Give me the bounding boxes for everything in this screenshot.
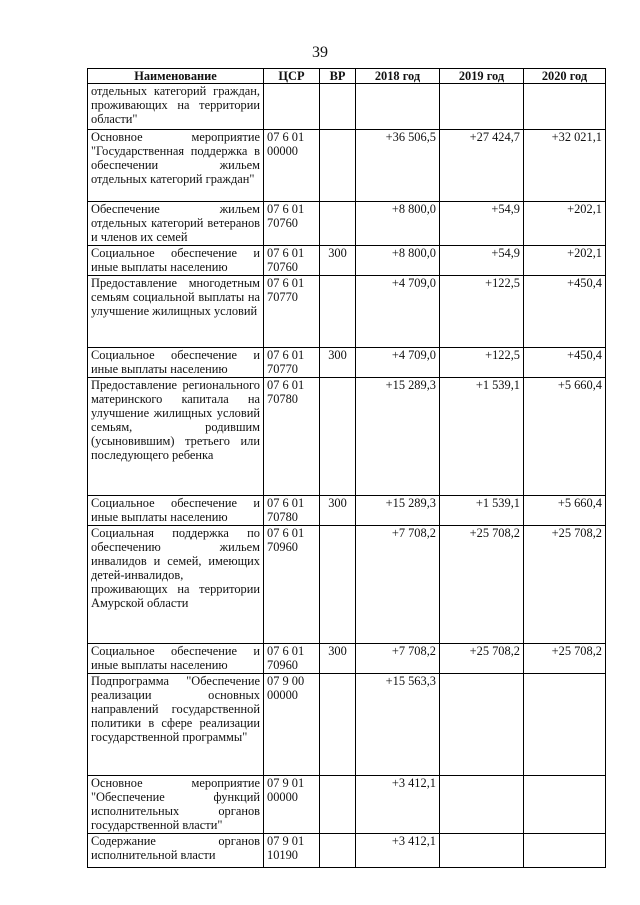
cell-2020: +5 660,4 [524,378,606,496]
cell-csr: 07 9 01 00000 [264,776,320,834]
cell-name: Предоставление многодетным семьям социальной выплаты на улучшение жилищных условий [88,276,264,348]
cell-2020: +450,4 [524,348,606,378]
page-number: 39 [312,44,328,61]
table-row [88,674,606,776]
cell-name: Социальная поддержка по обеспечению жильем инвалидов и семей, имеющих детей-инвалидов, проживающих на территории Амурской области [88,526,264,644]
cell-2018 [356,84,440,130]
cell-2020 [524,84,606,130]
cell-csr: 07 6 01 70760 [264,246,320,276]
cell-2018: +8 800,0 [356,246,440,276]
table-row [88,378,606,496]
cell-2020 [524,776,606,834]
cell-vr: 300 [320,496,356,526]
cell-2019: +27 424,7 [440,130,524,202]
cell-2018: +15 563,3 [356,674,440,776]
cell-2019: +1 539,1 [440,496,524,526]
cell-vr [320,276,356,348]
cell-2019: +122,5 [440,348,524,378]
cell-vr [320,202,356,246]
cell-name: Основное мероприятие "Обеспечение функций исполнительных органов государственной власти" [88,776,264,834]
cell-csr: 07 6 01 70770 [264,348,320,378]
cell-vr: 300 [320,246,356,276]
cell-name: Социальное обеспечение и иные выплаты населению [88,644,264,674]
cell-2018: +36 506,5 [356,130,440,202]
cell-vr [320,130,356,202]
cell-2018: +7 708,2 [356,644,440,674]
cell-name: Основное мероприятие "Государственная поддержка в обеспечении жильем отдельных категорий граждан" [88,130,264,202]
cell-2019: +1 539,1 [440,378,524,496]
table-body [88,84,606,868]
cell-vr [320,776,356,834]
cell-2019 [440,84,524,130]
cell-2018: +15 289,3 [356,496,440,526]
cell-2018: +7 708,2 [356,526,440,644]
cell-2018: +4 709,0 [356,276,440,348]
cell-csr: 07 9 00 00000 [264,674,320,776]
cell-2019: +54,9 [440,202,524,246]
cell-vr [320,674,356,776]
header-2019: 2019 год [440,69,524,84]
table-row [88,246,606,276]
cell-2020: +25 708,2 [524,644,606,674]
header-2018: 2018 год [356,69,440,84]
cell-2018: +3 412,1 [356,834,440,868]
cell-2020: +25 708,2 [524,526,606,644]
table-row [88,84,606,130]
cell-name: Предоставление регионального материнского капитала на улучшение жилищных условий семьям, родившим (усыновившим) третьего или последующего ребенка [88,378,264,496]
cell-2020 [524,834,606,868]
table-row [88,834,606,868]
cell-name: Обеспечение жильем отдельных категорий ветеранов и членов их семей [88,202,264,246]
cell-2018: +3 412,1 [356,776,440,834]
cell-csr [264,84,320,130]
cell-csr: 07 6 01 70760 [264,202,320,246]
cell-2019: +25 708,2 [440,644,524,674]
cell-2020: +450,4 [524,276,606,348]
cell-vr [320,526,356,644]
cell-2019: +122,5 [440,276,524,348]
cell-2020: +32 021,1 [524,130,606,202]
table-row [88,130,606,202]
cell-2020: +5 660,4 [524,496,606,526]
cell-2020 [524,674,606,776]
cell-2019 [440,674,524,776]
table-header-row [88,69,606,84]
cell-vr: 300 [320,644,356,674]
table-row [88,496,606,526]
cell-2020: +202,1 [524,202,606,246]
header-csr: ЦСР [264,69,320,84]
cell-csr: 07 6 01 00000 [264,130,320,202]
table-row [88,202,606,246]
cell-name: Содержание органов исполнительной власти [88,834,264,868]
table-row [88,348,606,378]
cell-2019: +25 708,2 [440,526,524,644]
cell-csr: 07 6 01 70960 [264,644,320,674]
table-row [88,776,606,834]
cell-vr: 300 [320,348,356,378]
cell-csr: 07 9 01 10190 [264,834,320,868]
cell-csr: 07 6 01 70780 [264,496,320,526]
table-row [88,276,606,348]
table-row [88,526,606,644]
cell-vr [320,378,356,496]
budget-table [87,68,606,868]
cell-csr: 07 6 01 70960 [264,526,320,644]
header-vr: ВР [320,69,356,84]
cell-name: Социальное обеспечение и иные выплаты населению [88,496,264,526]
cell-name: отдельных категорий граждан, проживающих на территории области" [88,84,264,130]
cell-2019 [440,776,524,834]
cell-2019: +54,9 [440,246,524,276]
cell-name: Подпрограмма "Обеспечение реализации основных направлений государственной политики в сфере реализации государственной программы" [88,674,264,776]
cell-csr: 07 6 01 70780 [264,378,320,496]
cell-csr: 07 6 01 70770 [264,276,320,348]
cell-vr [320,84,356,130]
cell-vr [320,834,356,868]
cell-2019 [440,834,524,868]
table-row [88,644,606,674]
header-name: Наименование [88,69,264,84]
cell-2020: +202,1 [524,246,606,276]
cell-2018: +4 709,0 [356,348,440,378]
cell-2018: +8 800,0 [356,202,440,246]
header-2020: 2020 год [524,69,606,84]
cell-2018: +15 289,3 [356,378,440,496]
cell-name: Социальное обеспечение и иные выплаты населению [88,348,264,378]
cell-name: Социальное обеспечение и иные выплаты населению [88,246,264,276]
